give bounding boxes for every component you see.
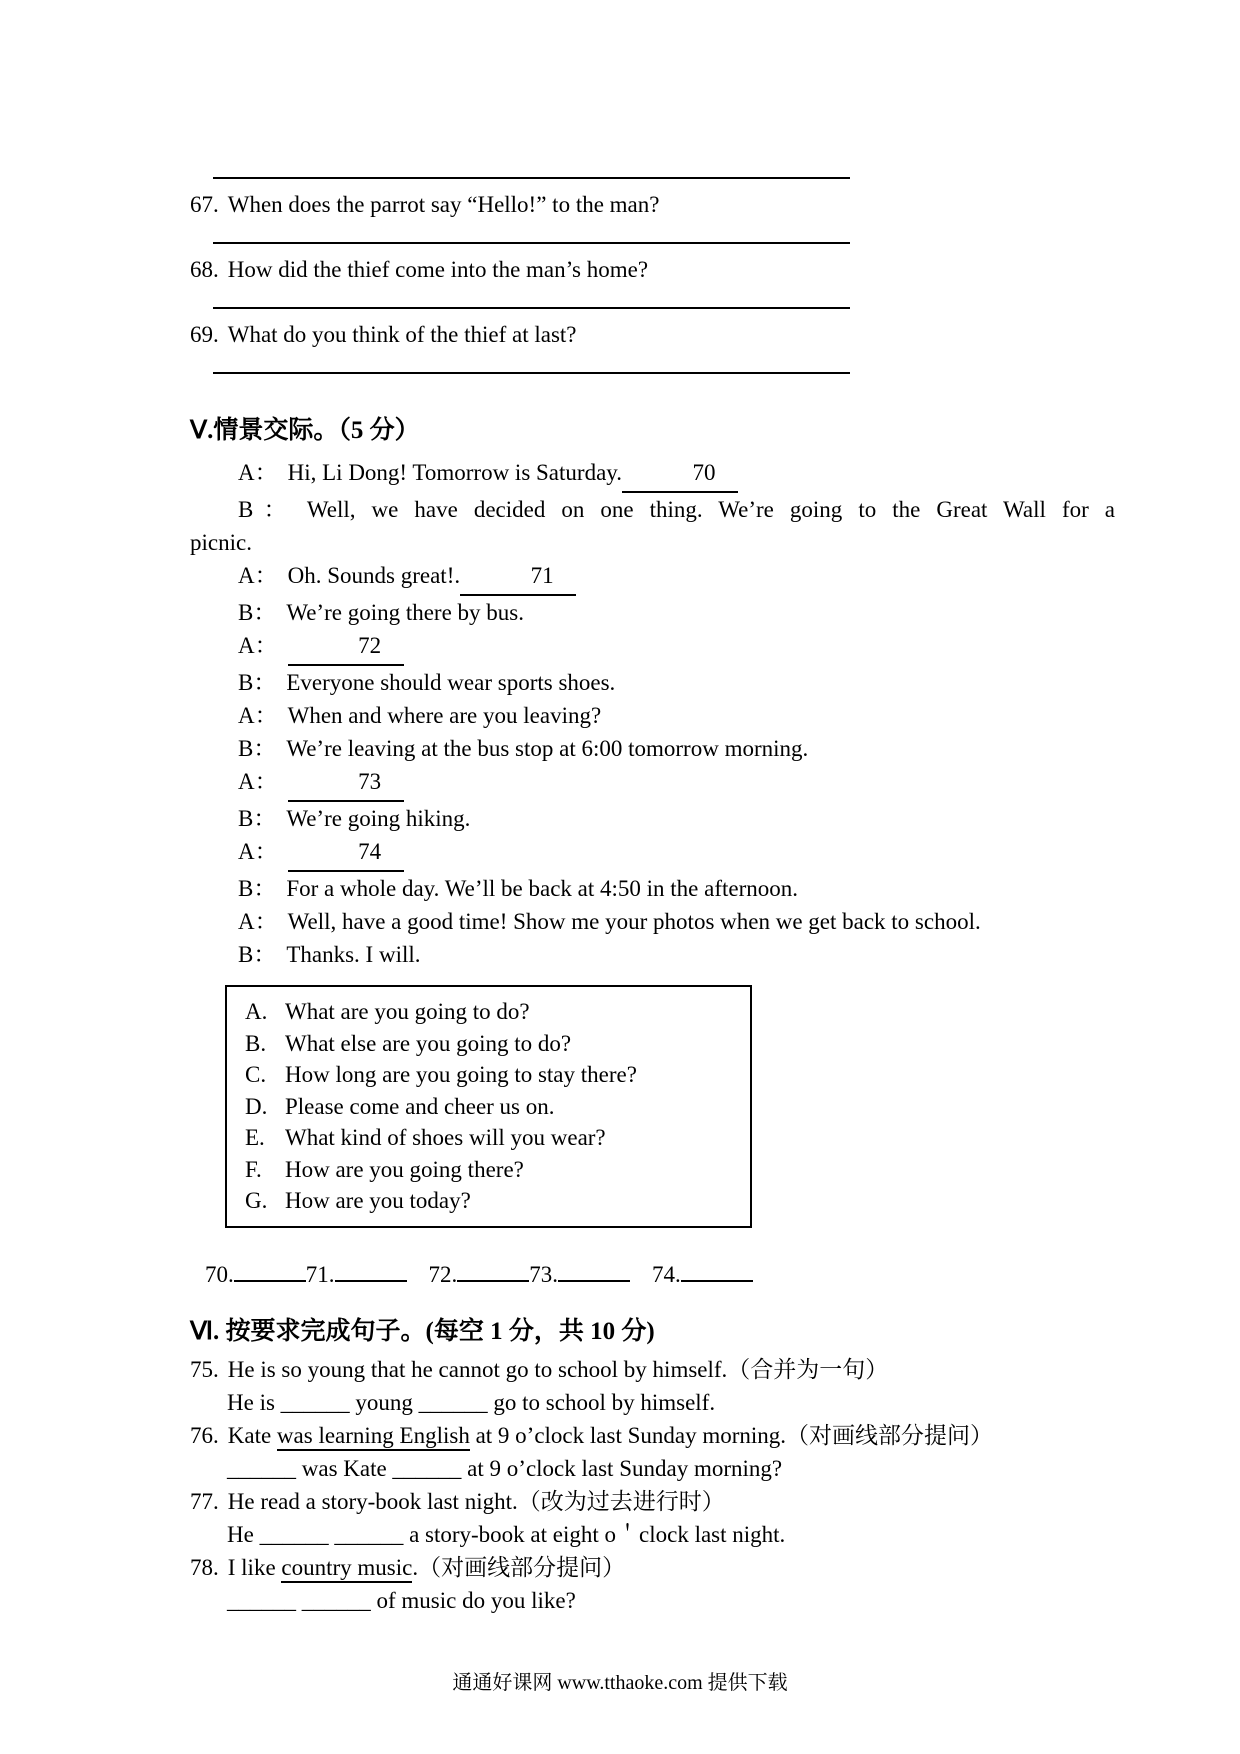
question-text: What do you think of the thief at last?: [227, 322, 577, 347]
dialogue-line: [190, 802, 1115, 835]
speaker-label: A：: [238, 909, 278, 934]
option-f: [245, 1154, 750, 1186]
speaker-label: B：: [238, 670, 277, 695]
question-77: [190, 1485, 1115, 1518]
dialogue-line: [190, 666, 1115, 699]
question-text: at 9 o’clock last Sunday morning.: [469, 1422, 787, 1448]
option-label: G.: [245, 1188, 268, 1213]
dialogue-line: [190, 493, 1115, 526]
numbered-blank-72: 72: [288, 629, 404, 666]
option-label: F.: [245, 1156, 262, 1182]
question-text: Kate: [227, 1422, 277, 1448]
underlined-phrase: was learning English: [277, 1423, 470, 1451]
dialogue-line: [190, 765, 1115, 802]
section-vi-title: Ⅵ. 按要求完成句子。(每空 1 分，共 10 分): [190, 1317, 655, 1345]
dialogue-text: Everyone should wear sports shoes.: [286, 670, 616, 695]
option-text: How long are you going to stay there?: [285, 1062, 637, 1087]
question-75: [190, 1353, 1115, 1386]
speaker-label: A：: [238, 460, 278, 485]
dialogue-line: [190, 905, 1115, 938]
dialogue-text: We’re leaving at the bus stop at 6:00 tomorrow morning.: [286, 736, 809, 761]
answer-line: [213, 286, 850, 309]
option-label: C.: [245, 1062, 267, 1087]
dialogue-line: [190, 629, 1115, 666]
dialogue-text: Well, we have decided on one thing. We’re going to the Great Wall for a: [306, 497, 1115, 522]
question-number: 77.: [190, 1488, 219, 1514]
question-text: How did the thief come into the man’s home?: [227, 257, 649, 282]
numbered-blank-71: 71: [460, 559, 576, 596]
question-number: 76.: [190, 1422, 219, 1448]
option-b: [245, 1028, 750, 1060]
rewrite-answer-77: He ______ ______ a story-book at eight o＇clock last night.: [227, 1521, 786, 1547]
dialogue-line: [190, 559, 1115, 596]
footer: 通通好课网 www.tthaoke.com 提供下载: [452, 1672, 788, 1694]
question-number: 75.: [190, 1356, 219, 1382]
section-v-title: Ⅴ.情景交际。（5 分）: [190, 417, 420, 444]
dialogue-line: [190, 938, 1115, 971]
dialogue-text: Hi, Li Dong! Tomorrow is Saturday.: [287, 460, 623, 485]
question-68: [190, 253, 1115, 286]
option-label: A.: [245, 999, 268, 1024]
question-note: （合并为一句）: [727, 1356, 889, 1382]
answer-slot-number: 70.: [205, 1261, 234, 1287]
answer-blank: [457, 1260, 529, 1282]
option-text: How are you today?: [285, 1188, 471, 1213]
option-a: [245, 996, 750, 1028]
question-text: .: [412, 1554, 419, 1580]
answer-blank: [558, 1260, 630, 1282]
dialogue-text: Well, have a good time! Show me your photos when we get back to school.: [287, 909, 981, 934]
dialogue-line: [190, 456, 1115, 493]
speaker-label: B：: [238, 942, 277, 967]
question-67: [190, 188, 1115, 221]
speaker-label: A：: [238, 633, 278, 658]
rewrite-answer-78: ______ ______ of music do you like?: [227, 1587, 576, 1613]
option-text: Please come and cheer us on.: [285, 1093, 555, 1119]
option-c: [245, 1059, 750, 1091]
option-label: B.: [245, 1030, 267, 1056]
options-box: [225, 985, 752, 1228]
option-text: What are you going to do?: [285, 999, 530, 1024]
dialogue-text: When and where are you leaving?: [287, 703, 602, 728]
dialogue-line: [190, 699, 1115, 732]
dialogue-text: We’re going hiking.: [286, 806, 471, 831]
question-number: 68.: [190, 257, 219, 282]
question-note: （对画线部分提问）: [418, 1554, 626, 1580]
question-number: 69.: [190, 322, 219, 347]
question-note: （对画线部分提问）: [786, 1422, 994, 1448]
question-text: When does the parrot say “Hello!” to the man?: [227, 192, 660, 217]
dialogue-line-continuation: picnic.: [190, 530, 252, 555]
answer-slot-74: [652, 1262, 753, 1287]
question-text: He read a story-book last night.: [227, 1488, 518, 1514]
answer-slot-number: 74.: [652, 1261, 681, 1287]
answer-blank: [234, 1260, 306, 1282]
dialogue-line: [190, 596, 1115, 629]
answer-slot-number: 72.: [428, 1261, 458, 1287]
dialogue-text: Oh. Sounds great!.: [287, 563, 461, 588]
underlined-phrase: country music: [281, 1555, 412, 1583]
dialogue-text: Thanks. I will.: [286, 942, 421, 967]
answer-number-row: [205, 1258, 1115, 1291]
question-text: He is so young that he cannot go to school by himself.: [227, 1356, 728, 1382]
answer-slot-71: [306, 1262, 407, 1287]
option-d: [245, 1091, 750, 1123]
answer-blank: [681, 1260, 753, 1282]
question-69: [190, 318, 1115, 351]
speaker-label: A：: [238, 563, 278, 588]
dialogue-line: [190, 732, 1115, 765]
rewrite-answer-76: ______ was Kate ______ at 9 o’clock last Sunday morning?: [227, 1455, 783, 1481]
speaker-label: B：: [238, 806, 277, 831]
dialogue-line: [190, 835, 1115, 872]
speaker-label: A：: [238, 703, 278, 728]
numbered-blank-70: 70: [622, 456, 738, 493]
option-e: [245, 1122, 750, 1154]
answer-line: [213, 221, 850, 244]
question-number: 67.: [190, 192, 219, 217]
dialogue-text: We’re going there by bus.: [286, 600, 525, 625]
answer-line: [213, 351, 850, 374]
question-text: I like: [227, 1554, 282, 1580]
numbered-blank-73: 73: [288, 765, 404, 802]
answer-slot-73: [529, 1262, 630, 1287]
question-78: [190, 1551, 1115, 1584]
speaker-label: B：: [238, 876, 277, 901]
option-label: D.: [245, 1093, 268, 1119]
dialogue-text: For a whole day. We’ll be back at 4:50 in the afternoon.: [286, 876, 799, 901]
speaker-label: B：: [238, 736, 277, 761]
question-note: （改为过去进行时）: [517, 1488, 725, 1514]
question-76: [190, 1419, 1115, 1452]
option-g: [245, 1185, 750, 1217]
answer-line: [213, 156, 850, 179]
speaker-label: B：: [238, 600, 277, 625]
speaker-label: B：: [238, 497, 297, 522]
speaker-label: A：: [238, 839, 278, 864]
speaker-label: A：: [238, 769, 278, 794]
answer-slot-72: [429, 1262, 530, 1287]
option-text: What else are you going to do?: [285, 1030, 572, 1056]
option-label: E.: [245, 1125, 265, 1150]
answer-blank: [335, 1260, 407, 1282]
question-number: 78.: [190, 1554, 219, 1580]
dialogue-line: [190, 872, 1115, 905]
answer-slot-number: 71.: [305, 1261, 335, 1287]
rewrite-items: [190, 1353, 1115, 1617]
rewrite-answer-75: He is ______ young ______ go to school by himself.: [227, 1389, 716, 1415]
answer-slot-number: 73.: [529, 1261, 558, 1287]
answer-slot-70: [205, 1262, 306, 1287]
option-text: What kind of shoes will you wear?: [285, 1125, 606, 1150]
option-text: How are you going there?: [285, 1156, 524, 1182]
dialogue: [190, 456, 1115, 971]
numbered-blank-74: 74: [288, 835, 404, 872]
